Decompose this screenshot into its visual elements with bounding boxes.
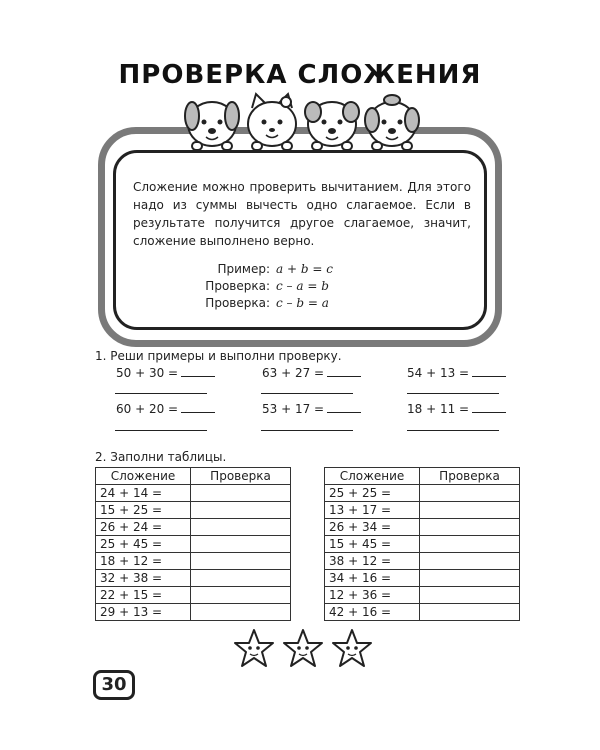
stars-illustration xyxy=(230,626,380,672)
answer-blank[interactable] xyxy=(181,402,215,413)
addition-cell: 42 + 16 = xyxy=(325,604,420,621)
table-header-row xyxy=(325,468,520,485)
check-cell[interactable] xyxy=(191,570,291,587)
table-header-row xyxy=(96,468,291,485)
task1-title: 1. Реши примеры и выполни проверку. xyxy=(95,349,342,363)
check-cell[interactable] xyxy=(420,536,520,553)
table-row xyxy=(325,519,520,536)
addition-cell: 25 + 45 = xyxy=(96,536,191,553)
problem: 60 + 20 = xyxy=(116,402,215,416)
addition-cell: 38 + 12 = xyxy=(325,553,420,570)
answer-blank[interactable] xyxy=(472,366,506,377)
answer-blank[interactable] xyxy=(327,366,361,377)
header-check: Проверка xyxy=(420,468,520,485)
dog-icon xyxy=(365,95,419,150)
check-answer-line[interactable] xyxy=(407,393,499,394)
check-line xyxy=(190,296,329,310)
answer-blank[interactable] xyxy=(327,402,361,413)
addition-cell: 29 + 13 = xyxy=(96,604,191,621)
check-cell[interactable] xyxy=(420,519,520,536)
check-cell[interactable] xyxy=(420,553,520,570)
star-icon xyxy=(284,630,322,666)
table-row xyxy=(325,570,520,587)
example-expr: a + b = c xyxy=(276,262,333,276)
addition-cell: 15 + 45 = xyxy=(325,536,420,553)
check-answer-line[interactable] xyxy=(115,393,207,394)
check-answer-line[interactable] xyxy=(261,393,353,394)
check-line xyxy=(190,279,329,293)
check-cell[interactable] xyxy=(420,485,520,502)
header-check: Проверка xyxy=(191,468,291,485)
table-row xyxy=(325,553,520,570)
table-row xyxy=(325,587,520,604)
check-expr: c – b = a xyxy=(276,296,329,310)
example-label: Пример: xyxy=(217,262,270,276)
dog-icon xyxy=(305,102,359,150)
check-expr: c – a = b xyxy=(276,279,329,293)
check-cell[interactable] xyxy=(191,553,291,570)
check-cell[interactable] xyxy=(420,587,520,604)
table-row xyxy=(96,604,291,621)
table-row xyxy=(325,536,520,553)
table-right xyxy=(324,467,520,621)
star-icon xyxy=(333,630,371,666)
check-answer-line[interactable] xyxy=(115,430,207,431)
table-left xyxy=(95,467,291,621)
table-row xyxy=(96,485,291,502)
problem: 63 + 27 = xyxy=(262,366,361,380)
check-cell[interactable] xyxy=(420,570,520,587)
check-answer-line[interactable] xyxy=(407,430,499,431)
addition-cell: 13 + 17 = xyxy=(325,502,420,519)
addition-cell: 22 + 15 = xyxy=(96,587,191,604)
addition-cell: 12 + 36 = xyxy=(325,587,420,604)
page-number: 30 xyxy=(93,670,135,700)
table-row xyxy=(325,485,520,502)
addition-cell: 18 + 12 = xyxy=(96,553,191,570)
check-cell[interactable] xyxy=(191,604,291,621)
check-cell[interactable] xyxy=(191,502,291,519)
check-cell[interactable] xyxy=(191,485,291,502)
dog-icon xyxy=(185,102,239,150)
table-row xyxy=(96,519,291,536)
table-row xyxy=(96,570,291,587)
table-row xyxy=(96,502,291,519)
rule-text: Сложение можно проверить вычитанием. Для этого надо из суммы вычесть одно слагаемое. Если в результате получится другое слагаемое, значит, сложение выполнено верно. xyxy=(133,180,471,248)
check-cell[interactable] xyxy=(420,604,520,621)
problem: 50 + 30 = xyxy=(116,366,215,380)
problem: 54 + 13 = xyxy=(407,366,506,380)
addition-cell: 26 + 24 = xyxy=(96,519,191,536)
answer-blank[interactable] xyxy=(181,366,215,377)
check-label: Проверка: xyxy=(205,279,270,293)
star-icon xyxy=(235,630,273,666)
header-addition: Сложение xyxy=(325,468,420,485)
addition-cell: 15 + 25 = xyxy=(96,502,191,519)
addition-cell: 25 + 25 = xyxy=(325,485,420,502)
check-cell[interactable] xyxy=(420,502,520,519)
addition-cell: 32 + 38 = xyxy=(96,570,191,587)
table-row xyxy=(96,553,291,570)
problem: 53 + 17 = xyxy=(262,402,361,416)
check-label: Проверка: xyxy=(205,296,270,310)
addition-cell: 24 + 14 = xyxy=(96,485,191,502)
page-title: ПРОВЕРКА СЛОЖЕНИЯ xyxy=(118,60,482,90)
problem: 18 + 11 = xyxy=(407,402,506,416)
table-row xyxy=(96,536,291,553)
answer-blank[interactable] xyxy=(472,402,506,413)
check-cell[interactable] xyxy=(191,587,291,604)
addition-cell: 26 + 34 = xyxy=(325,519,420,536)
animals-illustration xyxy=(180,90,430,152)
check-cell[interactable] xyxy=(191,536,291,553)
header-addition: Сложение xyxy=(96,468,191,485)
cat-icon xyxy=(248,94,296,150)
table-row xyxy=(325,604,520,621)
table-row xyxy=(96,587,291,604)
check-cell[interactable] xyxy=(191,519,291,536)
addition-cell: 34 + 16 = xyxy=(325,570,420,587)
task2-title: 2. Заполни таблицы. xyxy=(95,450,227,464)
check-answer-line[interactable] xyxy=(261,430,353,431)
table-row xyxy=(325,502,520,519)
example-line xyxy=(190,262,333,276)
